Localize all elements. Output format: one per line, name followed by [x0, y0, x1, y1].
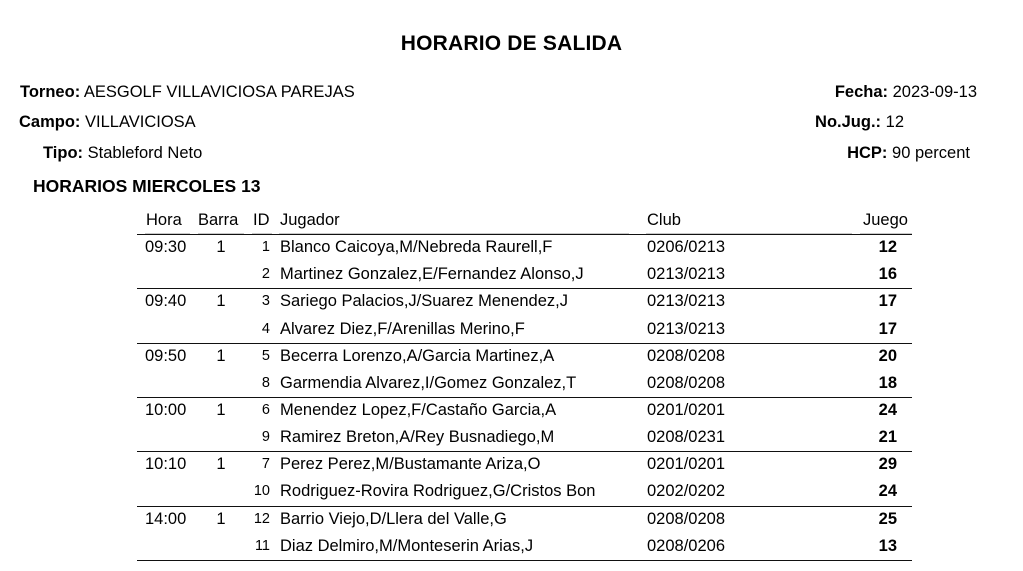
- juego-cell: 21: [878, 428, 897, 447]
- campo-info: [19, 113, 196, 132]
- nojug-value: 12: [885, 113, 904, 131]
- juego-cell: 20: [878, 346, 897, 365]
- jugador-cell: Diaz Delmiro,M/Monteserin Arias,J: [280, 536, 534, 555]
- juego-cell: 29: [878, 455, 897, 474]
- torneo-label: Torneo:: [20, 83, 81, 101]
- club-cell: 0201/0201: [647, 455, 725, 474]
- column-header-club: Club: [647, 211, 681, 229]
- group-separator: [137, 397, 912, 398]
- club-cell: 0208/0208: [647, 509, 725, 528]
- torneo-info: [20, 83, 355, 102]
- juego-cell: 24: [878, 482, 897, 501]
- campo-value: VILLAVICIOSA: [85, 113, 196, 131]
- column-header-hora: Hora: [146, 211, 182, 229]
- jugador-cell: Perez Perez,M/Bustamante Ariza,O: [280, 455, 541, 474]
- jugador-cell: Ramirez Breton,A/Rey Busnadiego,M: [280, 428, 555, 447]
- juego-cell: 25: [878, 509, 897, 528]
- juego-cell: 16: [878, 265, 897, 284]
- jugador-cell: Rodriguez-Rovira Rodriguez,G/Cristos Bon: [280, 482, 596, 501]
- tipo-value: Stableford Neto: [87, 144, 203, 162]
- jugador-cell: Barrio Viejo,D/Llera del Valle,G: [280, 509, 507, 528]
- player-id-cell: 3: [261, 293, 270, 310]
- club-cell: 0208/0231: [647, 428, 725, 447]
- barra-cell: 1: [216, 455, 226, 474]
- player-id-cell: 5: [261, 347, 270, 364]
- player-id-cell: 1: [261, 239, 270, 255]
- player-id-cell: 4: [261, 320, 270, 337]
- tipo-info: [43, 144, 202, 163]
- column-header-id: ID: [253, 211, 270, 229]
- fecha-info: [835, 83, 977, 102]
- group-separator: [137, 288, 912, 289]
- juego-cell: 24: [878, 400, 897, 419]
- barra-cell: 1: [216, 346, 226, 365]
- player-id-cell: 6: [261, 401, 270, 418]
- barra-cell: 1: [216, 238, 226, 256]
- table-bottom-line: [137, 560, 912, 561]
- club-cell: 0201/0201: [647, 400, 725, 419]
- player-id-cell: 7: [261, 456, 270, 473]
- jugador-cell: Martinez Gonzalez,E/Fernandez Alonso,J: [280, 265, 584, 284]
- hora-cell: 09:40: [145, 292, 187, 311]
- hcp-label: HCP:: [847, 144, 888, 162]
- player-id-cell: 8: [261, 374, 270, 391]
- barra-cell: 1: [216, 509, 226, 528]
- player-id-cell: 10: [253, 483, 270, 500]
- jugador-cell: Menendez Lopez,F/Castaño Garcia,A: [280, 400, 557, 419]
- section-title: HORARIOS MIERCOLES 13: [33, 176, 261, 196]
- hora-cell: 10:10: [145, 455, 187, 474]
- jugador-cell: Sariego Palacios,J/Suarez Menendez,J: [280, 292, 568, 311]
- juego-cell: 17: [878, 319, 897, 338]
- jugador-cell: Becerra Lorenzo,A/Garcia Martinez,A: [280, 346, 555, 365]
- nojug-label: No.Jug.:: [815, 113, 882, 131]
- hcp-info: [847, 144, 970, 163]
- club-cell: 0213/0213: [647, 319, 725, 338]
- club-cell: 0208/0206: [647, 536, 725, 555]
- hora-cell: 09:50: [145, 346, 187, 365]
- hora-cell: 10:00: [145, 400, 187, 419]
- jugador-cell: Garmendia Alvarez,I/Gomez Gonzalez,T: [280, 373, 577, 392]
- page-title: HORARIO DE SALIDA: [400, 32, 623, 55]
- player-id-cell: 2: [261, 266, 270, 283]
- juego-cell: 17: [878, 292, 897, 311]
- hora-cell: 09:30: [145, 238, 187, 256]
- hcp-value: 90 percent: [892, 144, 970, 162]
- torneo-value: AESGOLF VILLAVICIOSA PAREJAS: [83, 83, 355, 101]
- juego-cell: 13: [878, 536, 897, 555]
- nojug-info: [815, 113, 904, 132]
- player-id-cell: 9: [261, 429, 270, 446]
- column-header-barra: Barra: [198, 211, 239, 229]
- fecha-label: Fecha:: [834, 83, 888, 101]
- juego-cell: 12: [878, 238, 897, 256]
- column-header-jugador: Jugador: [280, 211, 340, 229]
- club-cell: 0202/0202: [647, 482, 725, 501]
- jugador-cell: Blanco Caicoya,M/Nebreda Raurell,F: [280, 238, 553, 256]
- player-id-cell: 12: [253, 510, 270, 527]
- group-separator: [137, 506, 912, 507]
- group-separator: [137, 234, 912, 235]
- column-header-juego: Juego: [863, 211, 908, 229]
- hora-cell: 14:00: [145, 509, 187, 528]
- player-id-cell: 11: [254, 537, 270, 554]
- club-cell: 0213/0213: [647, 292, 725, 311]
- juego-cell: 18: [878, 373, 897, 392]
- tipo-label: Tipo:: [43, 144, 84, 162]
- jugador-cell: Alvarez Diez,F/Arenillas Merino,F: [280, 319, 525, 338]
- group-separator: [137, 451, 912, 452]
- barra-cell: 1: [216, 400, 226, 419]
- club-cell: 0208/0208: [647, 373, 725, 392]
- group-separator: [137, 343, 912, 344]
- club-cell: 0208/0208: [647, 346, 725, 365]
- barra-cell: 1: [216, 292, 226, 311]
- club-cell: 0206/0213: [647, 238, 725, 256]
- fecha-value: 2023-09-13: [892, 83, 977, 101]
- club-cell: 0213/0213: [647, 265, 725, 284]
- campo-label: Campo:: [19, 113, 81, 131]
